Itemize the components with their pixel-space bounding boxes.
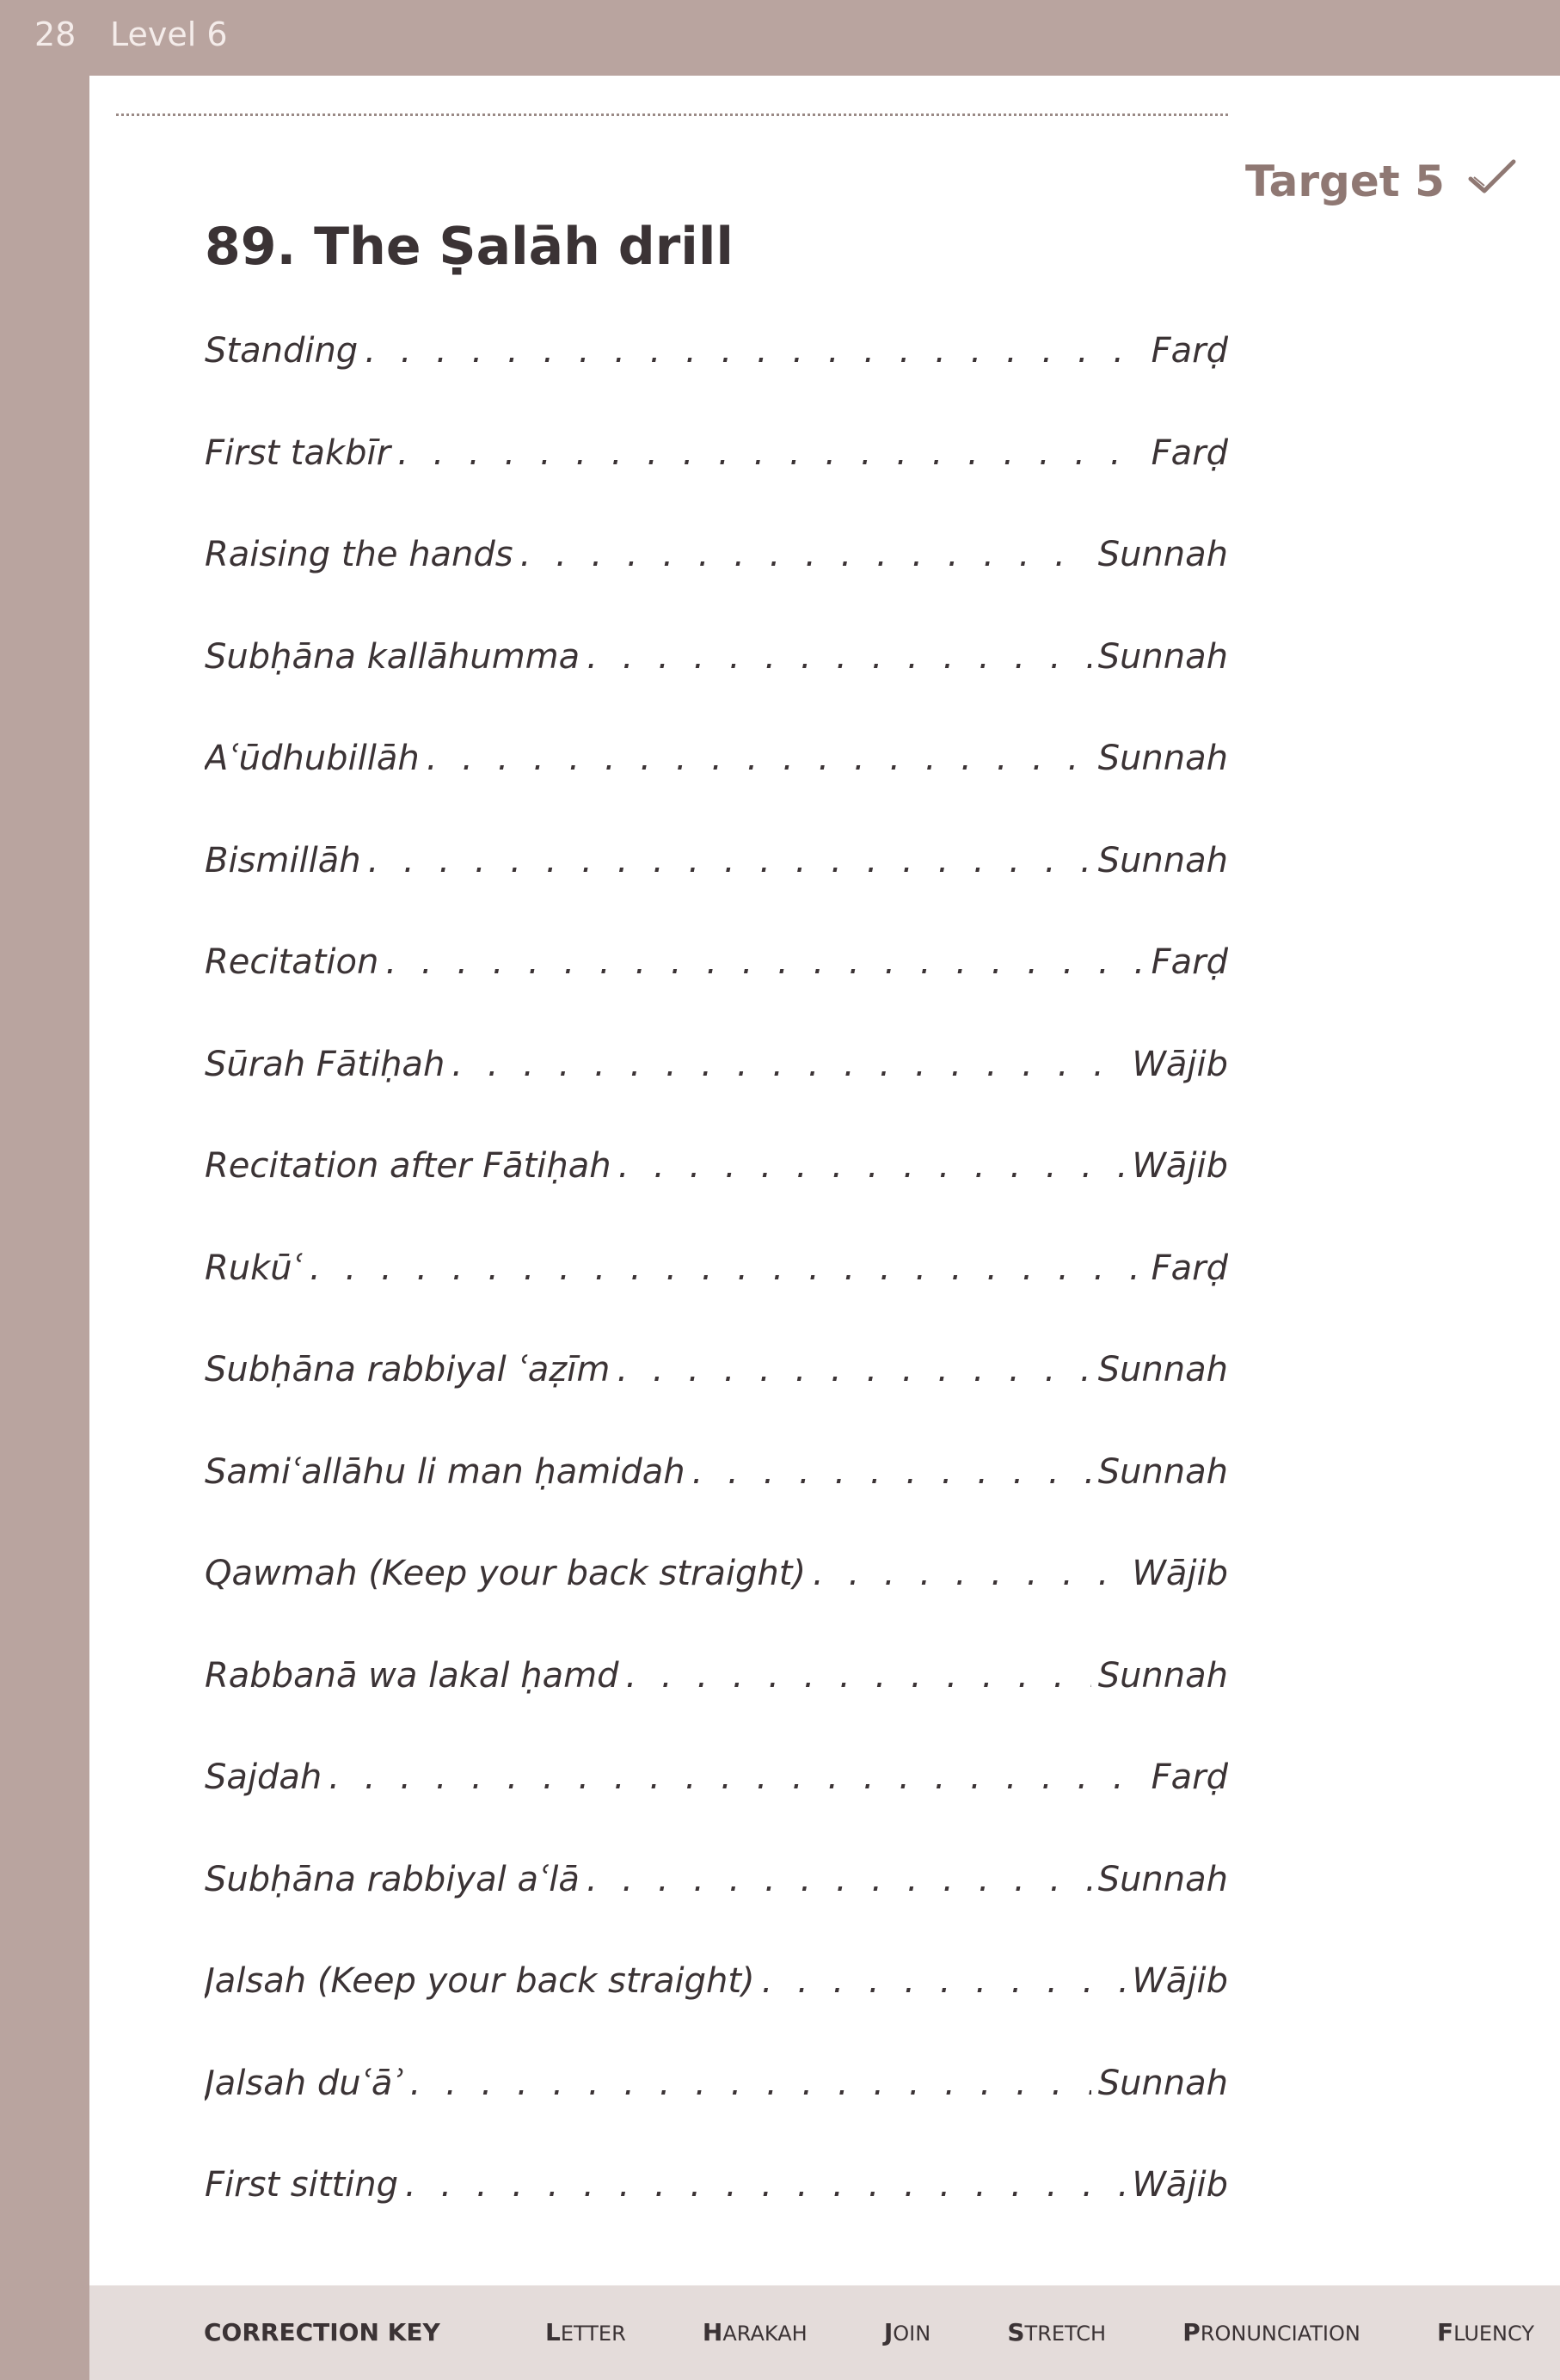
drill-action: Sajdah bbox=[205, 1757, 322, 1797]
target-label: Target 5 bbox=[1245, 156, 1445, 206]
dot-leader bbox=[617, 1350, 1090, 1389]
dot-leader bbox=[397, 433, 1145, 473]
drill-status: Farḍ bbox=[1151, 1757, 1228, 1797]
drill-row bbox=[205, 1248, 1228, 1351]
dot-leader bbox=[385, 942, 1144, 982]
correction-key-bar bbox=[89, 2285, 1560, 2380]
correction-key-item bbox=[703, 2318, 808, 2346]
drill-action: Subḥāna kallāhumma bbox=[205, 636, 580, 677]
dot-leader bbox=[762, 1961, 1126, 2001]
drill-status: Sunnah bbox=[1097, 2063, 1228, 2103]
drill-status: Sunnah bbox=[1097, 739, 1228, 778]
dot-leader bbox=[625, 1656, 1090, 1696]
page-title: 89. The Ṣalāh drill bbox=[205, 217, 734, 277]
dot-leader bbox=[410, 2064, 1091, 2103]
correction-key-rest: ETTER bbox=[560, 2322, 626, 2346]
correction-key-item bbox=[1007, 2318, 1106, 2346]
dot-leader bbox=[405, 2165, 1125, 2205]
drill-status: Sunnah bbox=[1097, 1350, 1228, 1389]
page-number: 28 bbox=[34, 15, 77, 53]
dot-leader bbox=[618, 1146, 1126, 1186]
level-label: Level 6 bbox=[110, 15, 228, 53]
drill-row bbox=[205, 331, 1228, 433]
drill-row bbox=[205, 1554, 1228, 1656]
drill-status: Sunnah bbox=[1097, 1655, 1228, 1696]
drill-status: Farḍ bbox=[1151, 1248, 1228, 1288]
drill-status: Farḍ bbox=[1151, 942, 1228, 982]
correction-key-title: CORRECTION KEY bbox=[204, 2318, 440, 2346]
drill-status: Wājib bbox=[1132, 1044, 1228, 1084]
drill-row bbox=[205, 1656, 1228, 1758]
drill-row bbox=[205, 1860, 1228, 1962]
drill-action: Jalsah duʿāʾ bbox=[205, 2063, 403, 2103]
drill-status: Sunnah bbox=[1097, 1451, 1228, 1492]
page-edge bbox=[0, 2303, 89, 2380]
dot-leader bbox=[427, 739, 1091, 778]
salah-drill-list bbox=[205, 331, 1228, 2267]
drill-row bbox=[205, 2064, 1228, 2166]
drill-row bbox=[205, 1146, 1228, 1248]
correction-key-initial: F bbox=[1437, 2318, 1454, 2346]
check-icon bbox=[1467, 156, 1517, 206]
drill-row bbox=[205, 433, 1228, 536]
drill-action: Rukūʿ bbox=[205, 1248, 303, 1288]
dot-leader bbox=[587, 637, 1091, 677]
target-dotted-rule bbox=[116, 113, 1228, 116]
drill-status: Wājib bbox=[1132, 1961, 1228, 2001]
drill-row bbox=[205, 2165, 1228, 2267]
drill-status: Farḍ bbox=[1151, 331, 1228, 371]
drill-status: Sunnah bbox=[1097, 1859, 1228, 1899]
drill-row bbox=[205, 1961, 1228, 2064]
drill-row bbox=[205, 637, 1228, 739]
drill-status: Sunnah bbox=[1097, 535, 1228, 574]
drill-action: Subḥāna rabbiyal aʿlā bbox=[205, 1859, 580, 1899]
drill-row bbox=[205, 1452, 1228, 1555]
dot-leader bbox=[520, 535, 1091, 574]
drill-status: Farḍ bbox=[1151, 432, 1228, 473]
correction-key-rest: LUENCY bbox=[1453, 2322, 1534, 2346]
dot-leader bbox=[813, 1554, 1125, 1593]
correction-key-initial: J bbox=[883, 2318, 894, 2346]
drill-status: Sunnah bbox=[1097, 636, 1228, 677]
correction-key-rest: TRETCH bbox=[1024, 2322, 1107, 2346]
correction-key-item bbox=[1182, 2318, 1360, 2346]
dot-leader bbox=[692, 1452, 1091, 1492]
correction-key-item bbox=[884, 2318, 930, 2346]
correction-key-initial: P bbox=[1182, 2318, 1201, 2346]
drill-action: Recitation bbox=[205, 942, 379, 982]
drill-action: Aʿūdhubillāh bbox=[205, 739, 420, 778]
correction-key-list bbox=[545, 2318, 1534, 2346]
dot-leader bbox=[368, 841, 1091, 880]
drill-action: Bismillāh bbox=[205, 840, 361, 880]
drill-action: Recitation after Fātiḥah bbox=[205, 1146, 611, 1186]
correction-key-initial: H bbox=[702, 2318, 723, 2346]
drill-action: First takbīr bbox=[205, 432, 391, 473]
drill-row bbox=[205, 1757, 1228, 1860]
drill-action: First sitting bbox=[205, 2165, 398, 2205]
dot-leader bbox=[587, 1860, 1091, 1899]
dot-leader bbox=[310, 1248, 1145, 1288]
drill-status: Wājib bbox=[1132, 2165, 1228, 2205]
correction-key-initial: L bbox=[545, 2318, 561, 2346]
drill-action: Jalsah (Keep your back straight) bbox=[205, 1961, 755, 2001]
correction-key-rest: RONUNCIATION bbox=[1200, 2322, 1360, 2346]
correction-key-item bbox=[545, 2318, 626, 2346]
drill-row bbox=[205, 1350, 1228, 1452]
drill-status: Wājib bbox=[1132, 1146, 1228, 1186]
drill-row bbox=[205, 739, 1228, 841]
drill-action: Standing bbox=[205, 331, 359, 371]
drill-row bbox=[205, 1045, 1228, 1147]
correction-key-initial: S bbox=[1007, 2318, 1025, 2346]
top-bar bbox=[0, 0, 1560, 76]
drill-status: Wājib bbox=[1132, 1554, 1228, 1593]
dot-leader bbox=[451, 1045, 1125, 1084]
drill-action: Raising the hands bbox=[205, 535, 513, 574]
correction-key-rest: ARAKAH bbox=[722, 2322, 808, 2346]
correction-key-item bbox=[1437, 2318, 1534, 2346]
drill-action: Rabbanā wa lakal ḥamd bbox=[205, 1655, 619, 1696]
drill-status: Sunnah bbox=[1097, 840, 1228, 880]
correction-key-rest: OIN bbox=[893, 2322, 931, 2346]
drill-action: Subḥāna rabbiyal ʿaẓīm bbox=[205, 1350, 611, 1389]
drill-action: Sūrah Fātiḥah bbox=[205, 1044, 445, 1084]
drill-action: Qawmah (Keep your back straight) bbox=[205, 1554, 807, 1593]
drill-row bbox=[205, 841, 1228, 943]
drill-row bbox=[205, 942, 1228, 1045]
drill-row bbox=[205, 535, 1228, 637]
dot-leader bbox=[329, 1757, 1144, 1797]
target-heading bbox=[1245, 156, 1517, 206]
drill-action: Samiʿallāhu li man ḥamidah bbox=[205, 1451, 685, 1492]
dot-leader bbox=[365, 331, 1144, 371]
